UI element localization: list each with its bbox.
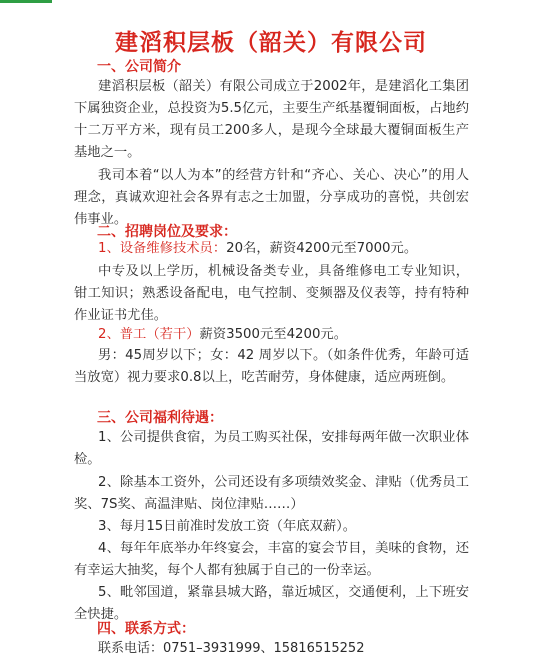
section-benefits-heading: 三、公司福利待遇：: [97, 410, 223, 426]
job-maintenance-salary: 20名，薪资4200元至7000元。: [226, 241, 418, 256]
benefit-item: 2、除基本工资外，公司还设有多项绩效奖金、津贴（优秀员工奖、7S奖、高温津贴、岗位津贴……）: [74, 475, 469, 512]
job-maintenance-line: [98, 238, 478, 260]
benefit-item: 5、毗邻国道，紧靠县城大路，靠近城区，交通便利，上下班安全快捷。: [74, 585, 469, 622]
benefit-item: 3、每月15日前准时发放工资（年底双薪）。: [98, 519, 357, 534]
contact-phone: 联系电话：0751–3931999、15816515252: [98, 641, 365, 656]
job-maintenance-requirements: 中专及以上学历，机械设备类专业，具备维修电工专业知识，钳工知识；熟悉设备配电，电气控制、变频器及仪表等，持有特种作业证书尤佳。: [74, 264, 469, 323]
benefit-item: 4、每年年底举办年终宴会，丰富的宴会节目，美味的食物，还有幸运大抽奖，每个人都有独属于自己的一份幸运。: [74, 541, 469, 578]
job-general-worker-salary: 薪资3500元至4200元。: [199, 327, 348, 342]
company-intro-paragraph: 建滔积层板（韶关）有限公司成立于2002年，是建滔化工集团下属独资企业，总投资为5.5亿元，主要生产纸基覆铜面板，占地约十二万平方米，现有员工200多人，是现今全球最大覆铜面板生产基地之一。: [74, 79, 469, 160]
job-maintenance-title: 1、设备维修技术员：: [98, 241, 227, 256]
job-general-worker-requirements: 男：45周岁以下；女：42 周岁以下。（如条件优秀，年龄可适当放宽）视力要求0.8以上，吃苦耐劳，身体健康，适应两班倒。: [74, 348, 469, 385]
benefit-item: 1、公司提供食宿，为员工购买社保，安排每两年做一次职业体检。: [74, 430, 469, 467]
job-general-worker-line: [98, 324, 478, 346]
company-philosophy-paragraph: 我司本着“以人为本”的经营方针和“齐心、关心、决心”的用人理念，真诚欢迎社会各界有志之士加盟，分享成功的喜悦，共创宏伟事业。: [74, 168, 469, 227]
section-jobs-heading: 二、招聘岗位及要求：: [97, 224, 237, 240]
section-contact-heading: 四、联系方式：: [97, 621, 195, 637]
company-title: 建滔积层板（韶关）有限公司: [115, 30, 427, 57]
section-company-intro-heading: 一、公司简介: [97, 59, 181, 75]
job-general-worker-title: 2、普工（若干）: [98, 327, 200, 342]
